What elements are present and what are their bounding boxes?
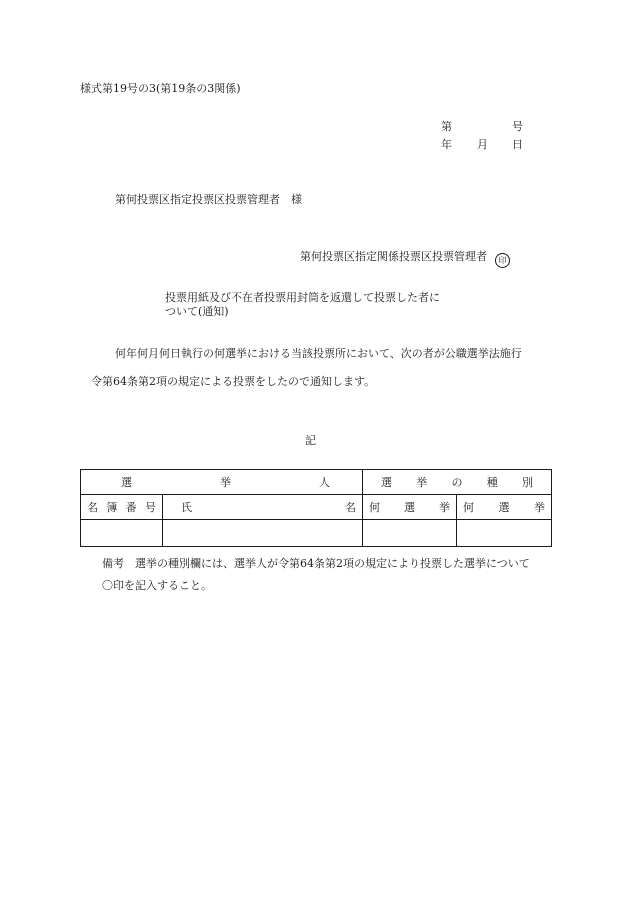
subject-line-1: 投票用紙及び不在者投票用封筒を返還して投票した者に	[165, 291, 440, 304]
cell-election-2[interactable]	[457, 520, 552, 547]
note-line-1: 備考 選挙の種別欄には、選挙人が令第64条第2項の規定により投票した選挙について	[102, 557, 530, 570]
cell-full-name[interactable]	[163, 520, 363, 547]
col-election-1: 何 選 挙	[363, 495, 457, 520]
header-election-type: 選 挙 の 種 別	[363, 470, 552, 495]
header-voter: 選 挙 人	[81, 470, 363, 495]
body-line-1: 何年何月何日執行の何選挙における当該投票所において、次の者が公職選挙法施行	[115, 347, 522, 360]
body-line-2: 令第64条第2項の規定による投票をしたので通知します。	[91, 375, 376, 388]
col-election-2: 何 選 挙	[457, 495, 552, 520]
number-prefix: 第	[441, 120, 452, 133]
cell-register-number[interactable]	[81, 520, 163, 547]
col-full-name: 氏 名	[163, 495, 363, 520]
cell-election-1[interactable]	[363, 520, 457, 547]
sender: 第何投票区指定関係投票区投票管理者	[300, 250, 487, 263]
table-subheader-row	[81, 495, 552, 520]
subject	[165, 291, 440, 319]
note-line-2: 〇印を記入すること。	[102, 579, 212, 592]
ki-heading: 記	[305, 434, 316, 447]
subject-line-2: ついて(通知)	[165, 305, 229, 318]
seal-icon: 印	[495, 253, 510, 268]
sender-line	[300, 251, 510, 268]
voter-table	[80, 469, 552, 547]
number-suffix: 号	[512, 120, 523, 133]
col-register-number: 名 簿 番 号	[81, 495, 163, 520]
table-header-row	[81, 470, 552, 495]
date-day: 日	[512, 138, 523, 151]
addressee: 第何投票区指定投票区投票管理者 様	[115, 193, 302, 206]
note	[102, 553, 530, 597]
form-id: 様式第19号の3(第19条の3関係)	[80, 82, 241, 95]
date-year: 年	[441, 138, 452, 151]
date-month: 月	[477, 138, 488, 151]
table-row	[81, 520, 552, 547]
